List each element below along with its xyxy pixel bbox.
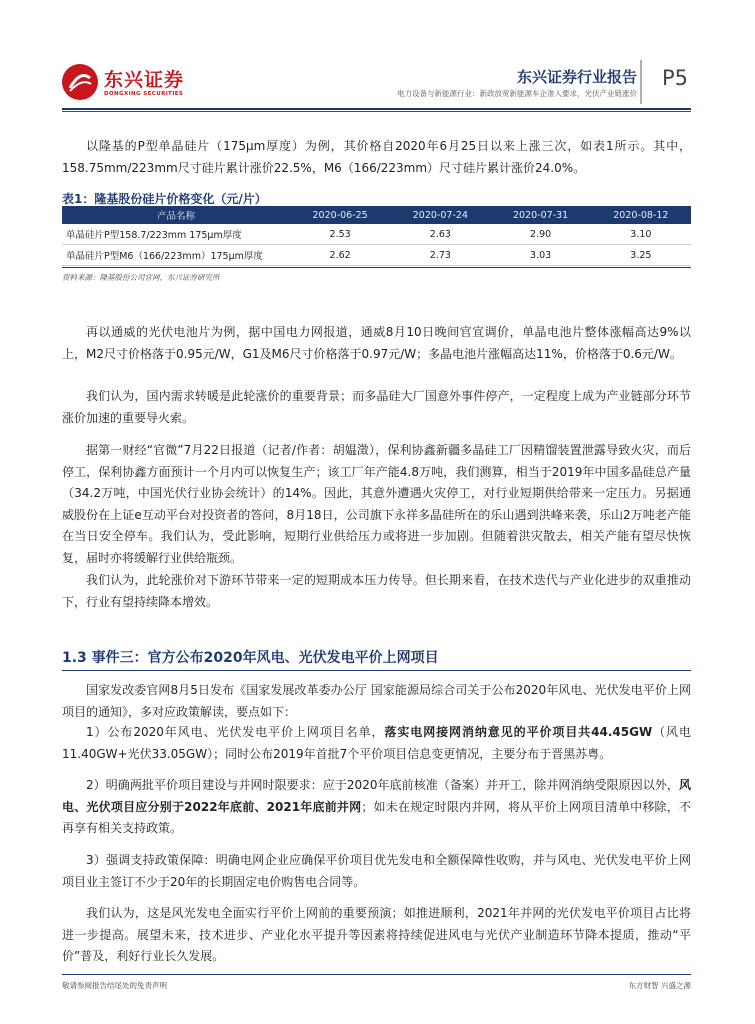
table-cell: 2.90 [491, 224, 591, 245]
page-number: P5 [662, 66, 689, 90]
table-header-cell: 2020-06-25 [290, 206, 390, 224]
table-header-cell: 2020-07-24 [390, 206, 490, 224]
logo-emblem-icon [62, 64, 98, 100]
table-cell: 2.73 [390, 245, 490, 266]
table-header-cell: 2020-08-12 [591, 206, 691, 224]
header-divider [640, 60, 642, 104]
header-rule-accent [62, 111, 691, 112]
table-row [62, 224, 691, 245]
paragraph-cell-price: 再以通威的光伏电池片为例，据中国电力网报道，通威8月10日晚间官宣调价，单晶电池片整体涨幅高达9%以上，M2尺寸价格落于0.95元/W，G1及M6尺寸价格落于0.97元/W；多晶电池片涨幅高达11%，价格落于0.6元/W。 [62, 325, 691, 361]
paragraph-wafer-price: 以隆基的P型单晶硅片（175μm厚度）为例，其价格自2020年6月25日以来上涨三次，如表1所示。其中，158.75mm/223mm尺寸硅片累计涨价22.5%，M6（166/223mm）尺寸硅片累计涨价24.0%。 [62, 139, 691, 175]
report-subtitle: 电力设备与新能源行业：新政放宽新能源车企准入要求，光伏产业链涨价 [397, 89, 637, 98]
logo-name: 东兴证券 [104, 69, 185, 91]
logo-subtitle: DONGXING SECURITIES [104, 91, 184, 97]
footer-slogan: 东方财智 兴盛之源 [628, 981, 691, 990]
table-cell: 单晶硅片P型158.7/223mm 175μm厚度 [62, 224, 290, 245]
point-1-text: 1）公布2020年风电、光伏发电平价上网项目名单， [86, 725, 385, 739]
header-rule [62, 108, 691, 110]
paragraph-point-2 [62, 775, 691, 840]
section-title: 1.3 事件三：官方公布2020年风电、光伏发电平价上网项目 [62, 650, 439, 666]
table-header-cell: 产品名称 [62, 206, 290, 224]
table-row [62, 245, 691, 266]
price-table [62, 206, 691, 266]
table-cell: 3.10 [591, 224, 691, 245]
paragraph-cost-view: 我们认为，此轮涨价对下游环节带来一定的短期成本压力传导。但长期来看，在技术迭代与产业化进步的双重推动下，行业有望持续降本增效。 [62, 573, 691, 609]
footer-disclaimer: 敬请参阅报告结尾处的免责声明 [62, 981, 167, 990]
table-cell: 单晶硅片P型M6（166/223mm）175μm厚度 [62, 245, 290, 266]
table-cell: 3.25 [591, 245, 691, 266]
point-2-text: 2）明确两批平价项目建设与并网时限要求：应于2020年底前核准（备案）并开工，除并网消纳受限原因以外， [86, 778, 679, 792]
paragraph-supply-event: 据第一财经“官微”7月22日报道（记者/作者：胡媪澂），保利协鑫新疆多晶硅工厂因精馏装置泄露导致火灾，而后停工，保利协鑫方面预计一个月内可以恢复生产；该工厂年产能4.8万吨，我们测算，相当于2019年中国多晶硅总产量（34.2万吨，中国光伏行业协会统计）的14%。因此，其意外遭遇火灾停工，对行业短期供给带来一定压力。另据通威股份在上证e互动平台对投资者的答问，8月18日，公司旗下永祥多晶硅所在的乐山遇到洪峰来袭，乐山2万吨老产能在当日安全停车。我们认为，受此影响，短期行业供给压力或将进一步加剧。但随着洪灾散去，相关产能有望尽快恢复，届时亦将缓解行业供给瓶颈。 [62, 443, 691, 565]
table-title: 表1：隆基股份硅片价格变化（元/片） [62, 192, 267, 206]
table-bottom-rule [62, 267, 691, 268]
paragraph-conclusion: 我们认为，这是风光发电全面实行平价上网前的重要预演；如推进顺利，2021年并网的光伏发电平价项目占比将进一步提高。展望未来，技术进步、产业化水平提升等因素将持续促进风电与光伏产业制造环节降本提质，推动“平价”普及，利好行业长久发展。 [62, 906, 691, 963]
paragraph-point-1 [62, 722, 691, 765]
point-1-text-tail: （风电11.40GW+光伏33.05GW）；同时公布2019年首批7个平价项目信息变更情况，主要分布于晋黑苏粤。 [62, 725, 691, 761]
table-header-cell: 2020-07-31 [491, 206, 591, 224]
table-cell: 2.62 [290, 245, 390, 266]
paragraph-point-3: 3）强调支持政策保障：明确电网企业应确保平价项目优先发电和全额保障性收购，并与风电、光伏发电平价上网项目业主签订不少于20年的长期固定电价购售电合同等。 [62, 853, 691, 889]
footer-rule [62, 974, 691, 975]
point-1-highlight: 落实电网接网消纳意见的平价项目共44.45GW [384, 725, 653, 739]
table-cell: 3.03 [491, 245, 591, 266]
point-2-highlight: 风电、光伏项目应分别于2022年底前、2021年底前并网 [62, 778, 691, 814]
table-source: 资料来源：隆基股份公司官网，东兴证券研究所 [62, 273, 220, 282]
paragraph-demand: 我们认为，国内需求转暖是此轮涨价的重要背景；而多晶硅大厂国意外事件停产，一定程度上成为产业链部分环节涨价加速的重要导火索。 [62, 389, 691, 425]
table-header-row [62, 206, 691, 224]
section-rule [62, 670, 691, 671]
table-cell: 2.63 [390, 224, 490, 245]
paragraph-policy-intro: 国家发改委官网8月5日发布《国家发展改革委办公厅 国家能源局综合司关于公布2020年风电、光伏发电平价上网项目的通知》，多对应政策解读，要点如下： [62, 683, 691, 719]
table-cell: 2.53 [290, 224, 390, 245]
point-2-text-tail: ；如未在规定时限内并网，将从平价上网项目清单中移除，不再享有相关支持政策。 [62, 799, 691, 835]
report-title: 东兴证券行业报告 [516, 68, 637, 86]
company-logo [62, 62, 192, 106]
